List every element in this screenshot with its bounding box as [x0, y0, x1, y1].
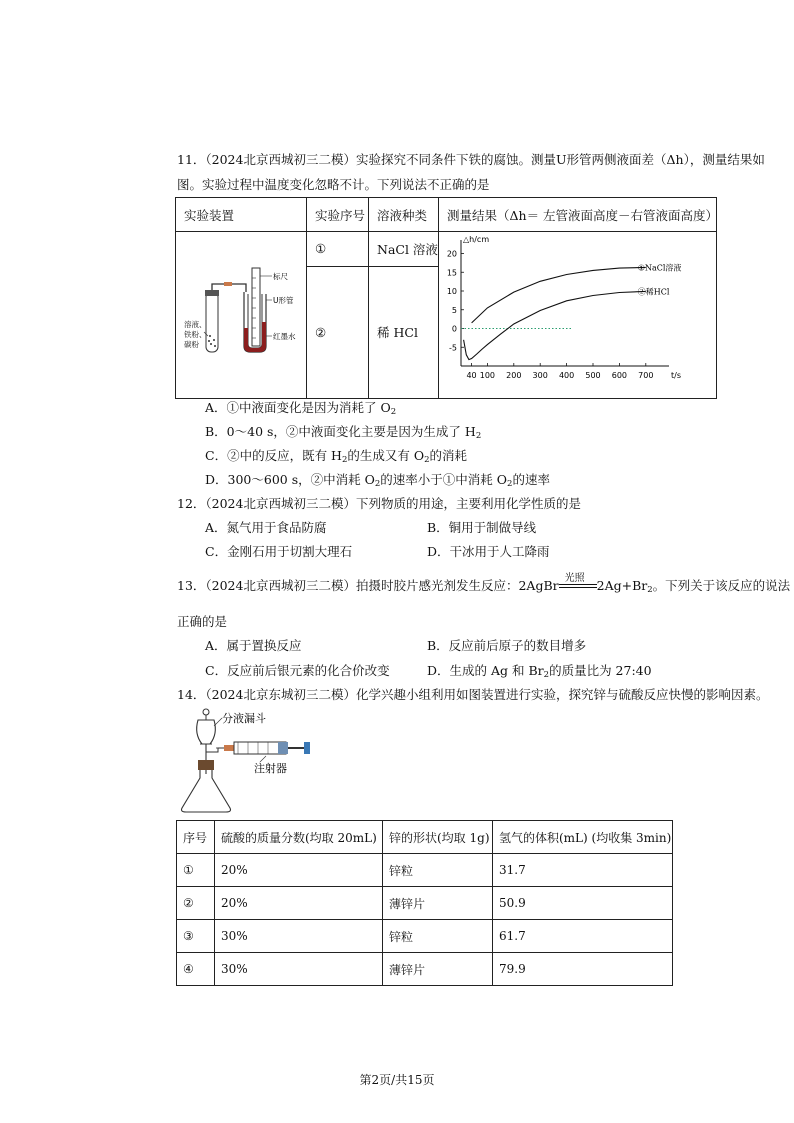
label-mixture: 溶液、 铁粉、 碳粉 [184, 320, 207, 349]
q14-header-id: 序号 [177, 821, 215, 854]
q11-option-a: A．①中液面变化是因为消耗了 $O_2$ [205, 400, 397, 417]
q13-option-a: A．属于置换反应 [205, 638, 302, 653]
cell-id: ② [177, 887, 215, 920]
solution-2: 稀 HCl [369, 266, 439, 398]
label-ruler: 标尺 [273, 272, 288, 281]
cell-zinc: 锌粒 [383, 854, 493, 887]
y-tick-label: 5 [451, 305, 457, 315]
cell-zinc: 薄锌片 [383, 953, 493, 986]
cell-volume: 79.9 [493, 953, 673, 986]
label-funnel: 分液漏斗 [222, 712, 266, 725]
y-tick-label: -5 [449, 343, 457, 353]
x-tick-label: 400 [558, 371, 575, 380]
x-tick-label: 40 [466, 371, 477, 380]
cell-volume: 50.9 [493, 887, 673, 920]
x-tick-label: 500 [585, 371, 601, 380]
cell-volume: 61.7 [493, 920, 673, 953]
page-footer: 第2页/共15页 [359, 1073, 435, 1087]
cell-acid: 20% [215, 887, 383, 920]
table-row [177, 854, 673, 887]
cell-volume: 31.7 [493, 854, 673, 887]
x-tick-label: 300 [532, 371, 548, 380]
label-utube: U形管 [273, 296, 294, 305]
exp-id-2: ② [307, 266, 369, 398]
solution-1: NaCl 溶液 [369, 232, 439, 267]
y-tick-label: 15 [446, 268, 457, 278]
table-row [177, 953, 673, 986]
cell-id: ④ [177, 953, 215, 986]
y-axis-label: △h/cm [463, 235, 490, 244]
q13-option-c: C．反应前后银元素的化合价改变 [205, 663, 390, 678]
q12-option-d: D．干冰用于人工降雨 [427, 544, 550, 559]
q13-stem-line2: 正确的是 [177, 614, 228, 629]
table-row [177, 920, 673, 953]
q14-header-zinc: 锌的形状(均取 1g) [383, 821, 493, 854]
q13-option-b: B．反应前后原子的数目增多 [427, 638, 587, 653]
y-tick-label: 10 [446, 287, 457, 296]
q11-option-c: C．②中的反应，既有 $H_2$的生成又有 $O_2$的消耗 [205, 448, 468, 465]
series-label-2: ②稀HCl [637, 287, 670, 297]
header-result: 测量结果（Δh＝ 左管液面高度－右管液面高度） [439, 198, 717, 232]
header-solution: 溶液种类 [369, 198, 439, 232]
x-axis-label: t/s [671, 371, 681, 380]
delta-h-chart [439, 232, 717, 395]
header-exp-id: 实验序号 [307, 198, 369, 232]
x-tick-label: 700 [638, 371, 654, 380]
corrosion-apparatus-figure [176, 232, 307, 395]
header-apparatus: 实验装置 [176, 198, 307, 232]
series-label-1: ①NaCl溶液 [637, 263, 682, 273]
q11-table [175, 197, 717, 399]
y-tick-label: 0 [451, 324, 457, 334]
table-row [177, 887, 673, 920]
q11-stem-line1: 11．（2024北京西城初三二模）实验探究不同条件下铁的腐蚀。测量U形管两侧液面差（Δh），测量结果如 [177, 152, 765, 167]
q12-option-b: B．铜用于制做导线 [427, 520, 537, 535]
q13-option-d: D．生成的 Ag 和 $Br_2$的质量比为 27:40 [427, 663, 652, 680]
q11-option-d: D．300～600 s，②中消耗 $O_2$的速率小于①中消耗 $O_2$的速率 [205, 472, 550, 489]
q14-stem: 14．（2024北京东城初三二模）化学兴趣小组利用如图装置进行实验，探究锌与硫酸反应快慢的影响因素。 [177, 687, 769, 702]
label-red-ink: 红墨水 [273, 332, 296, 341]
q14-header-acid: 硫酸的质量分数(均取 20mL) [215, 821, 383, 854]
cell-acid: 30% [215, 953, 383, 986]
x-tick-label: 200 [506, 371, 522, 380]
exp-id-1: ① [307, 232, 369, 267]
q11-option-b: B．0～40 s，②中液面变化主要是因为生成了 $H_2$ [205, 424, 482, 441]
series-line-1 [472, 267, 646, 323]
q14-header-h2: 氢气的体积(mL) (均收集 3min) [493, 821, 673, 854]
result-chart-cell [439, 232, 717, 399]
cell-id: ③ [177, 920, 215, 953]
apparatus-cell [176, 232, 307, 399]
q12-option-c: C．金刚石用于切割大理石 [205, 544, 353, 559]
cell-zinc: 薄锌片 [383, 887, 493, 920]
y-tick-label: 20 [446, 249, 457, 259]
cell-zinc: 锌粒 [383, 920, 493, 953]
cell-acid: 20% [215, 854, 383, 887]
zinc-acid-apparatus-figure [178, 704, 338, 814]
q12-option-a: A．氮气用于食品防腐 [205, 520, 327, 535]
reaction-arrow [559, 572, 597, 592]
label-syringe: 注射器 [254, 762, 287, 775]
series-line-2 [464, 291, 646, 359]
cell-acid: 30% [215, 920, 383, 953]
q14-table [176, 820, 673, 986]
cell-id: ① [177, 854, 215, 887]
q11-stem-line2: 图。实验过程中温度变化忽略不计。下列说法不正确的是 [177, 177, 490, 192]
q12-stem: 12．（2024北京西城初三二模）下列物质的用途，主要利用化学性质的是 [177, 496, 581, 511]
reaction-condition: 光照 [564, 572, 585, 584]
x-tick-label: 600 [611, 371, 628, 380]
x-tick-label: 100 [479, 371, 496, 380]
q13-stem-line1: 13．（2024北京西城初三二模）拍摄时胶片感光剂发生反应：2AgBr 光照 $2Ag+Br_2$。下列关于该反应的说法 [177, 576, 790, 595]
